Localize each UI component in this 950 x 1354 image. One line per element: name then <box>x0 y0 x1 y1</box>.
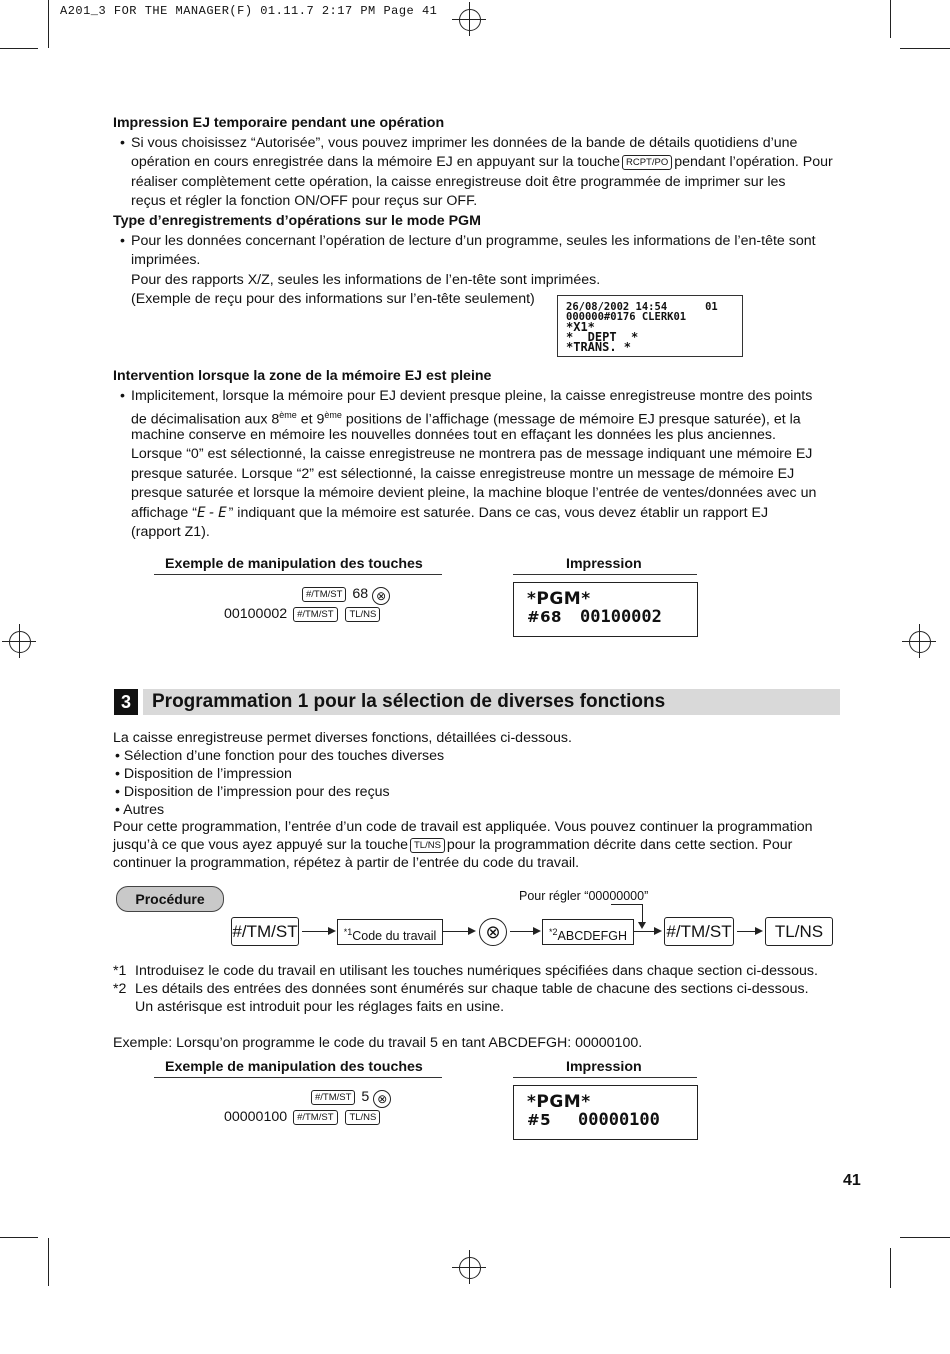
flow-arrow <box>634 931 654 932</box>
multiply-key: ⊗ <box>373 1090 391 1108</box>
section-text: jusqu’à ce que vous ayez appuyé sur la touche <box>113 837 408 853</box>
arrowhead <box>533 927 541 935</box>
ej-temp-line: reçus et régler la fonction ON/OFF pour reçus sur OFF. <box>131 193 478 209</box>
heading-ej-temp: Impression EJ temporaire pendant une opération <box>113 115 445 131</box>
pgm-type-line: Pour les données concernant l’opération de lecture d’un programme, seules les informations de l’en-tête sont <box>131 233 816 249</box>
ej-full-line: (rapport Z1). <box>131 524 210 540</box>
flow-arrow <box>737 931 755 932</box>
footnote: Introduisez le code du travail en utilisant les touches numériques spécifiées dans chaque section ci-dessous. <box>135 963 818 979</box>
flow-arrow <box>510 931 534 932</box>
ej-full-line: Implicitement, lorsque la mémoire pour EJ devient presque pleine, la caisse enregistreuse montre des points <box>131 388 813 404</box>
page-number: 41 <box>843 1172 861 1189</box>
arrowhead <box>755 927 763 935</box>
ej-full-text: et 9 <box>296 411 325 428</box>
divider <box>513 1077 697 1078</box>
superscript: ème <box>324 410 342 420</box>
arrowhead <box>328 927 336 935</box>
tm-st-key: #/TM/ST <box>293 607 337 622</box>
bullet: • <box>120 233 125 249</box>
receipt-line: *X1* <box>566 320 595 334</box>
multiply-key: ⊗ <box>479 918 507 946</box>
crop-mark <box>48 0 49 48</box>
example-keys-heading: Exemple de manipulation des touches <box>165 1059 423 1075</box>
divider <box>154 1077 442 1078</box>
note-line <box>642 904 643 924</box>
footnote-mark: *2 <box>549 927 558 937</box>
crop-mark <box>890 1248 891 1288</box>
pgm-type-line: Pour des rapports X/Z, seules les informations de l’en-tête sont imprimées. <box>131 272 601 288</box>
tl-ns-key: TL/NS <box>410 838 445 853</box>
crop-mark <box>900 48 950 49</box>
pgm-type-line: imprimées. <box>131 252 201 268</box>
tm-st-key: #/TM/ST <box>231 917 299 946</box>
note-line <box>611 904 643 905</box>
section-paragraph: continuer la programmation, répétez à partir de l’entrée du code du travail. <box>113 855 580 871</box>
ej-full-line: Lorsque “0” est sélectionné, la caisse enregistreuse ne montrera pas de message indiquant une mémoire EJ <box>131 446 813 462</box>
ej-full-line: machine conserve en mémoire les nouvelles données tout en effaçant les données les plus anciennes. <box>131 427 776 443</box>
receipt-line: 26/08/2002 14:54 01 <box>566 301 718 313</box>
tm-st-key: #/TM/ST <box>293 1110 337 1125</box>
procedure-note: Pour régler “00000000” <box>519 889 649 903</box>
print-code: #5 <box>527 1111 552 1129</box>
ej-full-text: affichage “ <box>131 505 197 521</box>
heading-ej-full: Intervention lorsque la zone de la mémoire EJ est pleine <box>113 368 492 384</box>
registration-mark <box>902 624 936 658</box>
receipt-line: 000000#0176 CLERK01 <box>566 311 687 323</box>
section-paragraph: Pour cette programmation, l’entrée d’un code de travail est appliquée. Vous pouvez continuer la programmation <box>113 819 813 835</box>
key-sequence-row <box>309 1088 391 1108</box>
key-sequence-row <box>300 585 390 605</box>
footnote: Un astérisque est introduit pour les réglages faits en usine. <box>135 999 505 1015</box>
print-pgm: *PGM* <box>527 589 591 609</box>
procedure-label: Procédure <box>116 886 224 912</box>
footnote-mark: *1 <box>343 927 353 937</box>
tl-ns-key: TL/NS <box>345 607 380 622</box>
print-code: #68 <box>527 608 562 626</box>
crop-mark <box>0 1237 38 1238</box>
example-print-heading: Impression <box>566 556 642 572</box>
list-item: • Autres <box>115 802 165 818</box>
bullet: • <box>120 388 125 404</box>
receipt-line: * DEPT * <box>566 330 639 344</box>
footnote: Les détails des entrées des données sont énumérés sur chaque table de chacune des sections ci-dessous. <box>135 981 809 997</box>
example-keys-heading: Exemple de manipulation des touches <box>165 556 423 572</box>
ej-full-text: ” indiquant que la mémoire est saturée. Dans ce cas, vous devez établir un rapport EJ <box>228 505 769 521</box>
header-receipt <box>557 295 743 357</box>
arrowhead <box>654 927 662 935</box>
example-intro: Exemple: Lorsqu’on programme le code du travail 5 en tant ABCDEFGH: 00000100. <box>113 1035 643 1051</box>
data-entry-label: ABCDEFGH <box>557 929 627 944</box>
job-code-box <box>337 919 443 945</box>
ej-temp-line: réaliser complètement cette opération, la caisse enregistreuse doit être programmée de imprimer sur les <box>131 174 786 190</box>
print-value: 00100002 <box>580 607 662 627</box>
section-paragraph <box>113 836 853 856</box>
print-value: 00000100 <box>578 1110 660 1130</box>
section-number: 3 <box>114 689 138 715</box>
ej-full-text: positions de l’affichage (message de mémoire EJ presque saturée), et la <box>341 411 801 428</box>
flow-arrow <box>302 931 328 932</box>
arrowhead <box>468 927 476 935</box>
pgm-type-line: (Exemple de reçu pour des informations sur l’en-tête seulement) <box>131 291 535 307</box>
list-item: • Sélection d’une fonction pour des touches diverses <box>115 748 445 764</box>
print-result <box>513 1085 698 1140</box>
ej-temp-line: Si vous choisissez “Autorisée”, vous pouvez imprimer les données de la bande de détails quotidiens d’une <box>131 135 798 151</box>
flow-arrow <box>443 931 469 932</box>
ej-temp-text: pendant l’opération. Pour <box>674 154 833 170</box>
display-e-e: E-E <box>197 505 229 521</box>
key-number: 00100002 <box>224 606 288 622</box>
example-print-heading: Impression <box>566 1059 642 1075</box>
print-result <box>513 582 698 637</box>
key-number: 68 <box>352 586 369 602</box>
key-number: 00000100 <box>224 1109 288 1125</box>
registration-mark <box>452 1250 486 1284</box>
tm-st-key: #/TM/ST <box>302 587 346 602</box>
registration-mark <box>452 2 486 36</box>
tm-st-key: #/TM/ST <box>311 1090 355 1105</box>
ej-temp-line <box>131 153 846 173</box>
ej-full-line: presque saturée et lorsque la mémoire devient pleine, la machine bloque l’entrée de ventes/données avec un <box>131 485 817 501</box>
arrowhead <box>638 922 646 929</box>
tl-ns-key: TL/NS <box>765 917 833 946</box>
footnote-mark: *1 <box>113 963 127 979</box>
divider <box>513 574 697 575</box>
multiply-key: ⊗ <box>372 587 390 605</box>
footnote-mark: *2 <box>113 981 127 997</box>
registration-mark <box>2 624 36 658</box>
bullet: • <box>120 135 125 151</box>
crop-mark <box>900 1237 950 1238</box>
key-sequence-row <box>224 1108 382 1128</box>
section-intro: La caisse enregistreuse permet diverses fonctions, détaillées ci-dessous. <box>113 730 572 746</box>
tm-st-key: #/TM/ST <box>664 917 734 946</box>
rcpt-po-key: RCPT/PO <box>622 155 672 170</box>
receipt-line: *TRANS. * <box>566 340 632 354</box>
crop-mark <box>48 1238 49 1286</box>
divider <box>154 574 442 575</box>
list-item: • Disposition de l’impression pour des reçus <box>115 784 390 800</box>
section-title: Programmation 1 pour la sélection de diverses fonctions <box>152 691 666 712</box>
data-entry-box <box>542 919 634 945</box>
job-code-label: Code du travail <box>352 929 437 944</box>
ej-temp-text: opération en cours enregistrée dans la mémoire EJ en appuyant sur la touche <box>131 154 620 170</box>
ej-full-line: presque saturée. Lorsque “2” est sélectionné, la caisse enregistreuse montre un message de mémoire EJ <box>131 466 795 482</box>
key-number: 5 <box>361 1089 370 1105</box>
crop-mark <box>890 0 891 38</box>
tl-ns-key: TL/NS <box>345 1110 380 1125</box>
heading-pgm-type: Type d’enregistrements d’opérations sur le mode PGM <box>113 213 481 229</box>
ej-full-text: de décimalisation aux 8 <box>131 411 280 428</box>
crop-mark <box>0 48 38 49</box>
key-sequence-row <box>224 605 382 625</box>
print-slug: A201_3 FOR THE MANAGER(F) 01.11.7 2:17 PM Page 41 <box>60 4 438 18</box>
ej-full-line <box>131 504 846 524</box>
section-text: pour la programmation décrite dans cette section. Pour <box>446 837 793 853</box>
print-pgm: *PGM* <box>527 1092 591 1112</box>
superscript: ème <box>279 410 297 420</box>
list-item: • Disposition de l’impression <box>115 766 292 782</box>
